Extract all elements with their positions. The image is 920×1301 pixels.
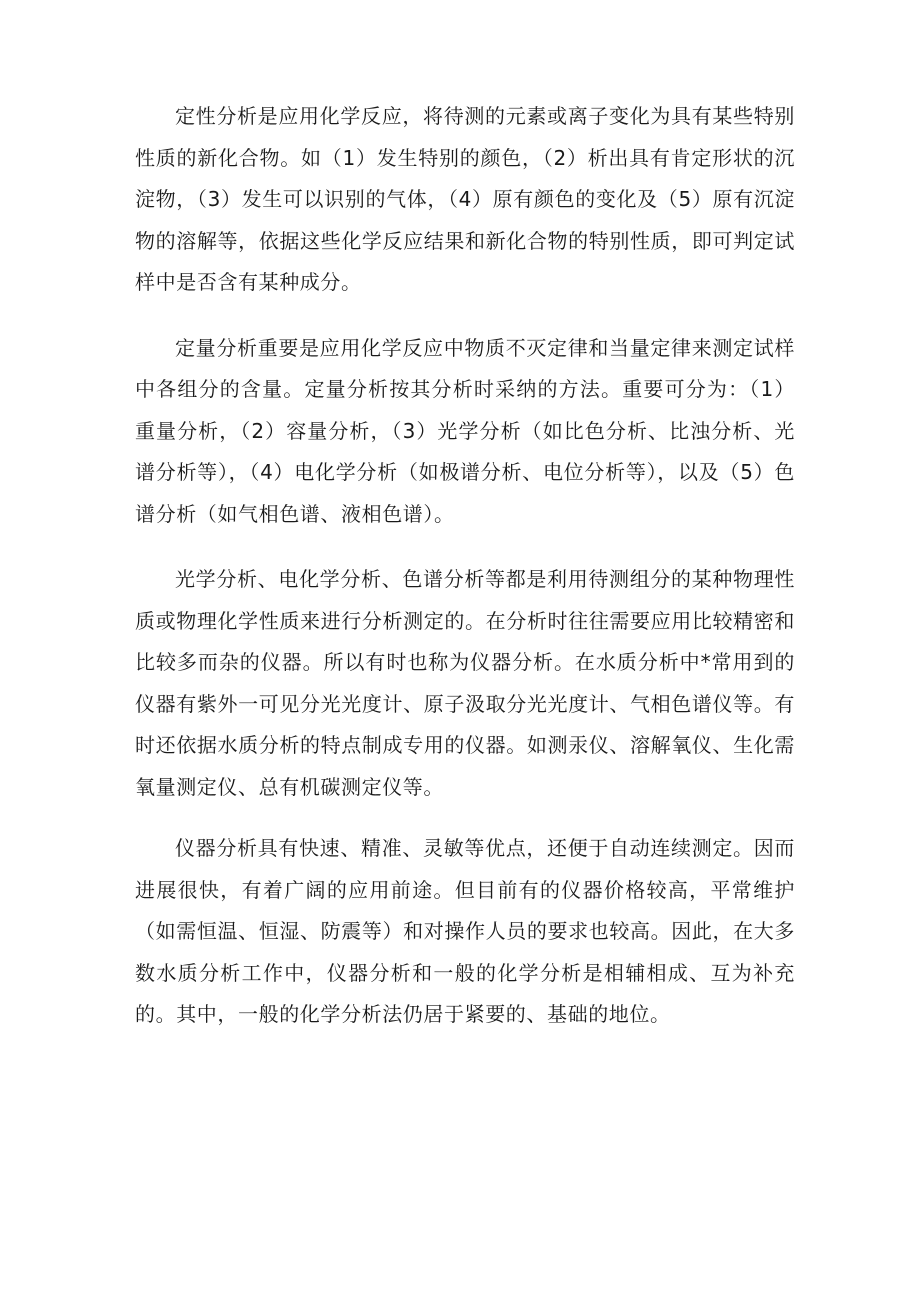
paragraph-qualitative-analysis: 定性分析是应用化学反应，将待测的元素或离子变化为具有某些特别性质的新化合物。如（1）发生特别的颜色，（2）析出具有肯定形状的沉淀物，（3）发生可以识别的气体，（4）原有颜色的变化及（5）原有沉淀物的溶解等，依据这些化学反应结果和新化合物的特别性质，即可判定试样中是否含有某种成分。 — [135, 104, 795, 294]
document-body — [135, 96, 795, 1060]
paragraph-quantitative-analysis: 定量分析重要是应用化学反应中物质不灭定律和当量定律来测定试样中各组分的含量。定量分析按其分析时采纳的方法。重要可分为：（1）重量分析，（2）容量分析，（3）光学分析（如比色分析、比浊分析、光谱分析等），（4）电化学分析（如极谱分析、电位分析等），以及（5）色谱分析（如气相色谱、液相色谱）。 — [135, 335, 795, 526]
paragraph-instrumental-methods: 光学分析、电化学分析、色谱分析等都是利用待测组分的某种物理性质或物理化学性质来进行分析测定的。在分析时往往需要应用比较精密和比较多而杂的仪器。所以有时也称为仪器分析。在水质分析中*常用到的仪器有紫外一可见分光光度计、原子汲取分光光度计、气相色谱仪等。有时还依据水质分析的特点制成专用的仪器。如测汞仪、溶解氧仪、生化需氧量测定仪、总有机碳测定仪等。 — [135, 567, 795, 799]
paragraph-instrument-advantages: 仪器分析具有快速、精准、灵敏等优点，还便于自动连续测定。因而进展很快，有着广阔的应用前途。但目前有的仪器价格较高，平常维护（如需恒温、恒湿、防震等）和对操作人员的要求也较高。因此，在大多数水质分析工作中，仪器分析和一般的化学分析是相辅相成、互为补充的。其中，一般的化学分析法仍居于紧要的、基础的地位。 — [135, 836, 795, 1026]
